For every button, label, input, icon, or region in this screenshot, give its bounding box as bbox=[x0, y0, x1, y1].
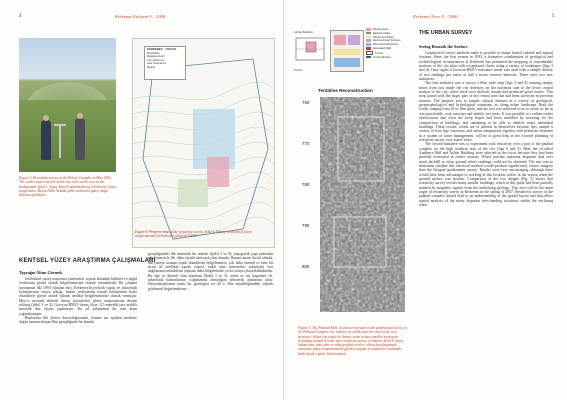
legend-swatch bbox=[366, 32, 371, 35]
page-number-left: 4 bbox=[19, 14, 22, 19]
legend-swatch bbox=[366, 36, 371, 39]
magnetometry-area bbox=[178, 179, 208, 207]
map-legend-item: Resistivity bbox=[147, 50, 160, 55]
survey-photo bbox=[19, 38, 116, 172]
running-head-right: Kerkenes News 9 – 2006 bbox=[413, 14, 458, 19]
section-subtitle: Seeing Beneath the Surface bbox=[419, 44, 468, 49]
legend-swatch bbox=[366, 43, 371, 46]
legend-swatch bbox=[366, 39, 371, 42]
plan-private-area bbox=[334, 35, 346, 45]
legend-label: Reconstructed Surfaces bbox=[373, 39, 401, 43]
legend-label: Trench bbox=[375, 51, 383, 55]
legend-label: Reconstructed Stones bbox=[373, 43, 399, 47]
photo-caption bbox=[19, 176, 117, 197]
text-column-2 bbox=[148, 252, 273, 395]
y-tick: 770 bbox=[302, 141, 310, 146]
reconstruction-plan bbox=[330, 30, 364, 72]
photo-caption-en: Figure 1. Resistivity survey at the Palace Complex in May 2006. The south-eastern stretch of the city wall can be seen in the background. bbox=[19, 176, 112, 189]
section-heading-tr: KENTSEL YÜZEY ARAŞTIRMA ÇALIŞMALARI bbox=[19, 258, 156, 264]
text-column-1 bbox=[19, 277, 137, 395]
photo-caption-tr: Şekil 1. Saray Yapı Grubunda direnç (rezistivite) yüzey araştırması, Mayıs 2006. Arkada şehir surlarının güney-doğu kolunun görülüyor. bbox=[19, 184, 117, 198]
survey-caption-en: Figure 5. The Palatial Hall, its plan at top and on the geophysical survey of the Palatial Complex, the relation of a dark lines the area of the new structure, which can easily be drawn, seem to have smaller structures recording around it in the new resistivity survey, at bottom. bbox=[298, 326, 408, 343]
photo-ground bbox=[19, 100, 116, 172]
plan-stones bbox=[334, 58, 360, 67]
map-legend-item: City Defences bbox=[147, 57, 165, 62]
legend-label: Excavated Wall bbox=[373, 46, 391, 50]
page-number-right: 5 bbox=[552, 14, 555, 19]
map-caption-en: Figure 4. Progress map of the resistivity survey. bbox=[135, 230, 204, 234]
legend-label: Private Areas bbox=[373, 28, 389, 31]
survey-texture bbox=[320, 97, 405, 312]
legend-label: Streets and Plaza bbox=[373, 35, 394, 39]
paragraph: Bunlardan ilki jeferiz kuzeydoğusunda, hemen sur içinden merkeze doğru uzanan oluşan 60m genişliğinde bir alandır. bbox=[19, 316, 137, 325]
y-tick: 780 bbox=[302, 182, 310, 187]
legend-label: Trench Division bbox=[373, 55, 391, 59]
site-schematic bbox=[294, 28, 326, 68]
schematic-label-ashlar: Ashlar Building bbox=[294, 30, 313, 34]
legend-swatch bbox=[366, 56, 371, 59]
new-survey-area bbox=[207, 157, 229, 187]
y-tick: 800 bbox=[302, 264, 310, 269]
survey-noise bbox=[320, 97, 405, 312]
map-legend bbox=[144, 46, 186, 80]
paragraph: The second initiative was to experiment with resistivity over a part of the palatial complex on the high northern side of the city (figs 6 and 5). Here the so-called Audience Hall and Ashlar Building were selected as the focus because they had been partially excavated in earlier seasons. Where patches represent disparate data over much backfill or stony ground where readings could not be obtained. The aim was to determine whether this electrical method would produce significantly clearer imagery than the fluxgate gradiometer survey. Results were very encouraging, although there would have been advantages to working at this location earlier in the season when the ground surface was moister. Comparison of the two images (Fig. 5) shows that resistivity survey reveals many smaller buildings, which to this point had been partially masked by magnetic signals from the underlying geology. This area will be the main target of resistivity survey at Kerkenes in the spring of 2007. Resistivity survey of the palatial complex should lead to an understanding of the spatial layout and thus allow spatial analysis of the many disparate free-standing structures within the enclosing walls. bbox=[419, 142, 553, 208]
map-legend-item: Roads bbox=[147, 64, 156, 69]
running-head-left: Kerkenes Eskiyeni 9 – 2006 bbox=[115, 14, 165, 19]
y-tick: 790 bbox=[302, 223, 310, 228]
legend-swatch bbox=[366, 28, 371, 31]
map-legend-item: Late Structures bbox=[147, 61, 166, 66]
survey-caption bbox=[298, 326, 408, 356]
schematic-label-trench: Trench bbox=[294, 68, 303, 72]
paragraph: The first initiative was a survey a 60m wide strip (figs 3 and 8) running steeply down from just inside the city defences on the northeast side to the lower central portion of the city where thick over difficult terrain had produced good results. This strip joined with the larger part of the central area that had been surveyed in previous seasons. The purpose was to sample cultural features in a variety of geological, geomorphological and hydrological situations, as along urban landscape. Both the width, ranging from 20 to 30m grids, and the loss was achieved so as to avoid; as far as was practicable, rock outcrops and unduly wet areas. It was possible to confirm earlier observations that even the steep slopes had been modified by terracing for the construction of buildings, and remaining to be able to identify many individual buildings. These results, which are of interest in themselves because they sample a variety of Iron Age structures and urban components together with primitive elements in a system of water management, will be of great help in the forward planning of resistivity survey over future years. bbox=[419, 81, 553, 142]
y-tick: 760 bbox=[302, 100, 310, 105]
map-legend-item: Magnetometry bbox=[147, 54, 165, 59]
map-caption-tr: Şekil 4. Direnç (rezistivite) yüzey araştırmasının ilerlemesini gösteren harita. bbox=[135, 230, 252, 239]
figure-title: Tentative Reconstruction bbox=[318, 88, 373, 93]
text-column-right bbox=[419, 51, 553, 394]
paragraph: Jeofiziksel yüzey araştırma yöntemleri, toprak altındaki kültürel ve doğal verilerinin görsel olarak belgelenmesine olanak vermektedir. Bu çalışma sezonunun ilki 1993 yılından beri, Kerkenes'in jeofizik yapısı ve arkeolojik kalıntılarının ortaya çıktığı, kentin yerleşimine büyük bölümünün fiziki tekniklerle görsel olarak yüksek netlikte belgelenmesine olanak vermiştir. Mevcu sezonda elektrik direnç (rezistivite) yüzey araştırmasına devam edilmiş (Şekil 3 ve 4). Geoscan RM15 direnç ölçer, 0,5 metrelik tarz aralıklı metrelik ikiz ölçüm yapılmıştır. Bu yıl çalışmanın iki yeni alanı yoğunlaşmıştır. bbox=[19, 277, 137, 316]
survey-caption-tr: Şekil 5. Saray Salonu'nun, üstte plan ve altta geofizik veriler; alttan karşılaştırmalı rezistivite yüzey araştırmasında görülen yapılar ve yapıların etrafındaki daha küçük yapılar belirlenmiştir. bbox=[298, 338, 404, 356]
map-caption bbox=[135, 230, 271, 239]
section-subheading-tr: Toprağın Altını Görmek bbox=[19, 270, 63, 275]
section-title: THE URBAN SURVEY bbox=[419, 30, 473, 36]
schematic-trench bbox=[306, 42, 316, 52]
left-page bbox=[0, 0, 283, 400]
geophysical-survey-image bbox=[320, 97, 405, 312]
paragraph: Geophysical survey methods make it possible to image buried cultural and natural features. Since the first season in 1993, a formative combination of geological and archaeological circumstances at Kerkenes has permitted the mapping of considerable portions of the city plan with exceptional clarity using a variety of techniques (figs 3 and 4). Once again a Geoscan RM15 resistance meter was used with a sample density of two readings per metre at half a metre traverse intervals. There were two new initiatives. bbox=[419, 51, 553, 82]
legend-swatch bbox=[366, 47, 371, 50]
photo-head-1 bbox=[43, 115, 49, 121]
plan-reconstructed-area bbox=[348, 35, 360, 45]
paragraph: genişliğindeki dik mimarlık bir alandır (Şekil 3 ve 8); topografik yapı çukurdan göçleşmesiyle ilk, daha ziyade imtiyazlı olan alandır. Bunun amacı kırsal alanda, dik yüzeye uzanan çeşitli tekniklerin belgelenmesi, çok daha önemli ve hem bir fırsat ile özellikle toprak yüzeyi, farklı alan yöntemleri, arkeolojik veri dağılımının tekniklerin yapısını daha bölgelerinde ya da ortaya çıkartabilmektedir. Bu öğe ve düzenli olan alanların (Şekil 3 ve 5), resmi ev sur kapısının vb. arkeolojik kalıntılarının yoğunlaşma olmadığını belirterek alanlarına aittir. Dezavantajlarının resmi bir göstergesi ise 20 x 20m büyüklüğündeki yüksek gözlemsel değerlendirme... bbox=[148, 252, 273, 291]
map-legend-title: KERKENES - YOZGAT bbox=[147, 47, 177, 51]
photo-probe-bar bbox=[54, 124, 66, 126]
photo-person-2 bbox=[75, 118, 85, 160]
photo-person-1 bbox=[41, 120, 51, 160]
photo-probe-frame bbox=[59, 124, 61, 158]
photo-head-2 bbox=[77, 113, 83, 119]
legend-label: Bedrock Ashlar bbox=[373, 31, 391, 35]
plan-street bbox=[334, 49, 360, 55]
